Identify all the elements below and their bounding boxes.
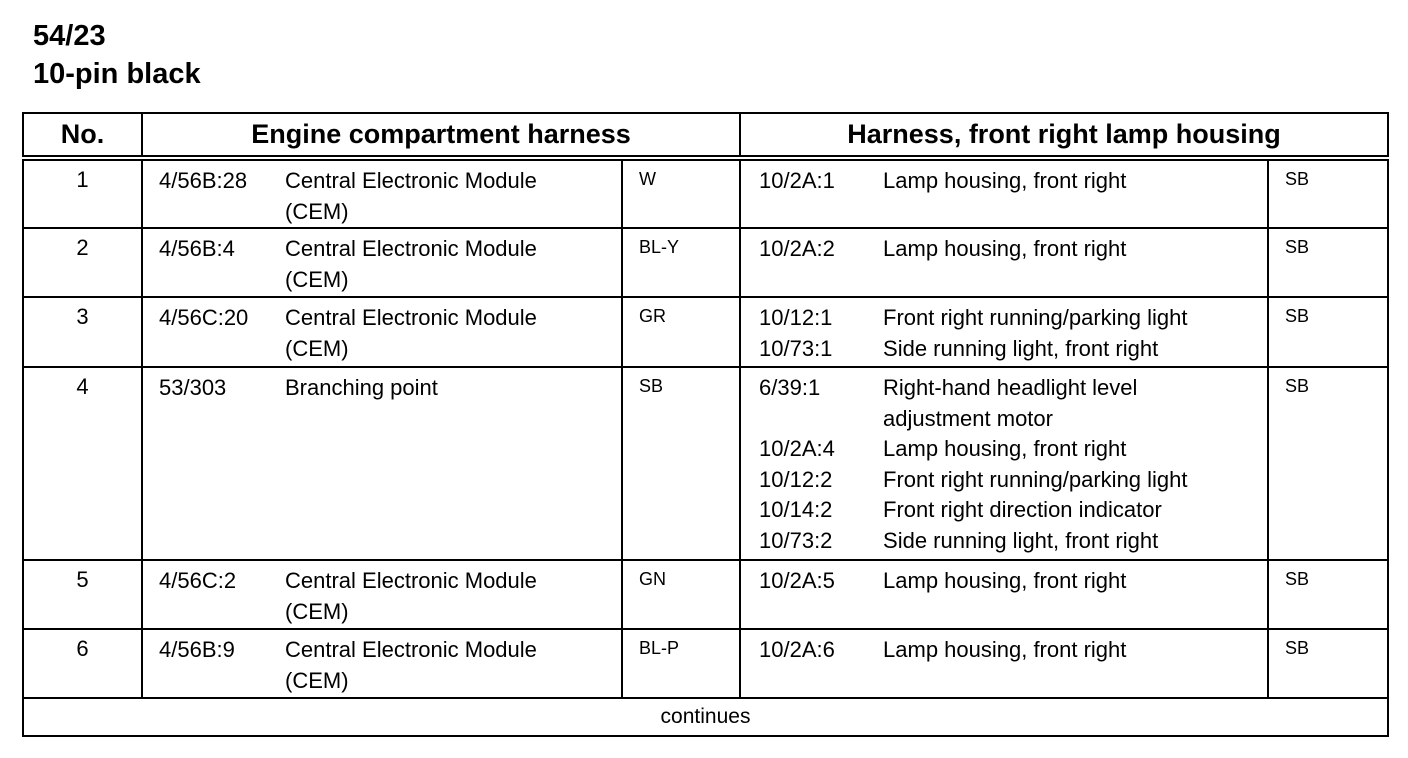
right-description-line: Lamp housing, front right — [883, 568, 1127, 593]
left-description-line: Branching point — [285, 375, 438, 400]
right-connector-code: 10/73:1 — [759, 335, 833, 361]
left-harness-cell — [142, 228, 622, 297]
left-connector-code: 4/56B:9 — [159, 637, 235, 662]
right-connection — [741, 373, 1267, 434]
left-description-line: (CEM) — [285, 667, 349, 693]
header-left-harness: Engine compartment harness — [142, 113, 740, 158]
left-connector-code: 53/303 — [159, 375, 227, 400]
right-connection — [741, 303, 1267, 334]
row-number: 6 — [23, 629, 142, 698]
left-connector-code: 4/56B:4 — [159, 236, 235, 261]
left-harness-cell — [142, 560, 622, 629]
right-harness-cell — [740, 560, 1268, 629]
left-description-line: (CEM) — [285, 198, 349, 224]
left-connector-code: 4/56C:20 — [159, 305, 249, 330]
left-description-line: Central Electronic Module — [285, 168, 537, 193]
table-row — [23, 297, 1388, 367]
right-connector-code: 10/73:2 — [759, 527, 833, 553]
left-description-line: Central Electronic Module — [285, 236, 537, 261]
right-description-line: Side running light, front right — [883, 527, 1159, 553]
right-connector-code: 10/2A:5 — [759, 568, 835, 593]
right-wire-color: SB — [1268, 297, 1388, 367]
connector-name: 10-pin black — [33, 58, 201, 90]
table-row — [23, 560, 1388, 629]
right-wire-color: SB — [1268, 228, 1388, 297]
row-number: 4 — [23, 367, 142, 560]
left-harness-cell — [142, 158, 622, 228]
left-wire-color: BL-Y — [622, 228, 740, 297]
right-description-line: Lamp housing, front right — [883, 168, 1127, 193]
right-description-line: Right-hand headlight level — [883, 375, 1138, 400]
right-connection — [741, 334, 1267, 365]
table-row — [23, 629, 1388, 698]
left-wire-color: BL-P — [622, 629, 740, 698]
left-harness-cell — [142, 629, 622, 698]
header-no: No. — [23, 113, 142, 158]
left-wire-color: GN — [622, 560, 740, 629]
right-description-line: Lamp housing, front right — [883, 637, 1127, 662]
table-row — [23, 367, 1388, 560]
left-description-line: (CEM) — [285, 598, 349, 624]
right-harness-cell — [740, 629, 1268, 698]
left-description-line: (CEM) — [285, 266, 349, 292]
table-row — [23, 228, 1388, 297]
left-harness-cell — [142, 367, 622, 560]
right-connector-code: 10/12:2 — [759, 466, 833, 492]
right-wire-color: SB — [1268, 158, 1388, 228]
right-connector-code: 10/2A:6 — [759, 637, 835, 662]
table-row — [23, 158, 1388, 228]
right-connector-code: 10/12:1 — [759, 305, 833, 330]
right-connector-code: 10/2A:2 — [759, 236, 835, 261]
right-description-line: adjustment motor — [883, 405, 1053, 431]
footer-row — [23, 698, 1388, 736]
left-description-line: (CEM) — [285, 335, 349, 361]
right-description-line: Front right running/parking light — [883, 305, 1188, 330]
left-wire-color: SB — [622, 367, 740, 560]
right-connection — [741, 166, 1267, 197]
right-connection — [741, 566, 1267, 597]
right-harness-cell — [740, 297, 1268, 367]
right-connection — [741, 635, 1267, 666]
right-description-line: Front right running/parking light — [883, 466, 1188, 492]
right-description-line: Front right direction indicator — [883, 497, 1162, 522]
right-connector-code: 10/2A:1 — [759, 168, 835, 193]
right-connector-code: 6/39:1 — [759, 375, 821, 400]
right-wire-color: SB — [1268, 367, 1388, 560]
left-wire-color: GR — [622, 297, 740, 367]
left-description-line: Central Electronic Module — [285, 568, 537, 593]
left-wire-color: W — [622, 158, 740, 228]
header-right-harness: Harness, front right lamp housing — [740, 113, 1388, 158]
left-harness-cell — [142, 297, 622, 367]
row-number: 3 — [23, 297, 142, 367]
right-wire-color: SB — [1268, 629, 1388, 698]
right-description-line: Lamp housing, front right — [883, 236, 1127, 261]
right-harness-cell — [740, 228, 1268, 297]
right-connection — [741, 495, 1267, 526]
right-connection — [741, 465, 1267, 496]
right-wire-color: SB — [1268, 560, 1388, 629]
row-number: 1 — [23, 158, 142, 228]
right-description-line: Side running light, front right — [883, 335, 1159, 361]
left-connector-code: 4/56B:28 — [159, 168, 248, 193]
connector-code: 54/23 — [33, 20, 106, 52]
right-connection — [741, 526, 1267, 557]
table-header-row — [23, 113, 1388, 158]
right-connector-code: 10/14:2 — [759, 497, 833, 522]
left-description-line: Central Electronic Module — [285, 305, 537, 330]
left-description-line: Central Electronic Module — [285, 637, 537, 662]
row-number: 5 — [23, 560, 142, 629]
right-connection — [741, 234, 1267, 265]
right-connector-code: 10/2A:4 — [759, 436, 835, 461]
right-harness-cell — [740, 367, 1268, 560]
right-connection — [741, 434, 1267, 465]
right-harness-cell — [740, 158, 1268, 228]
continues-label: continues — [23, 698, 1388, 736]
connector-table — [22, 112, 1389, 737]
left-connector-code: 4/56C:2 — [159, 568, 237, 593]
row-number: 2 — [23, 228, 142, 297]
right-description-line: Lamp housing, front right — [883, 436, 1127, 461]
